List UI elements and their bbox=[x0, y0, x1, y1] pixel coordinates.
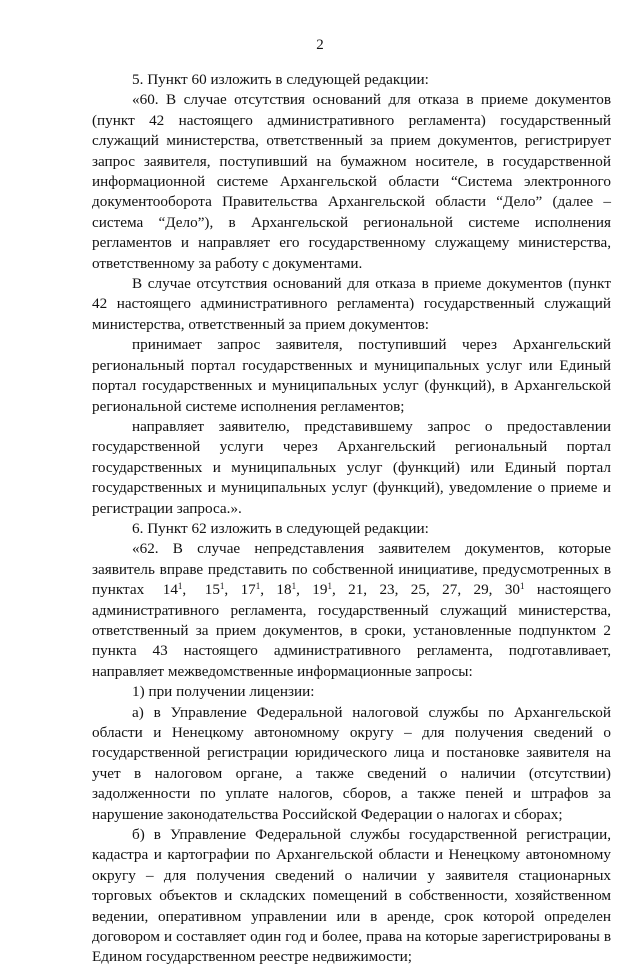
paragraph-accepts-request: принимает запрос заявителя, поступивший через Архангельский региональный портал государственных и муниципальных услуг или Единый портал государственных и муниципальных услуг (функций), в Архангельской региональной системе исполнения регламентов; bbox=[92, 336, 611, 415]
item-23: 23 bbox=[379, 581, 395, 599]
item-14: $14^1$ bbox=[162, 581, 183, 599]
item-21: 21 bbox=[348, 581, 364, 599]
document-body bbox=[92, 70, 611, 968]
item-15: $15^1$ bbox=[204, 581, 225, 599]
paragraph-rosreestr: б) в Управление Федеральной службы государственной регистрации, кадастра и картографии по Архангельской области и Ненецкому автономному округу – для получения сведений о наличии у заявителя стационарных торговых объектов и складских помещений в собственности, хозяйственном ведении, оперативном управлении или в аренде, срок которой определен договором и составляет один год и более, права на которые зарегистрированы в Едином государственном реестре недвижимости; bbox=[92, 826, 611, 966]
paragraph-license-heading: 1) при получении лицензии: bbox=[132, 683, 315, 701]
paragraph-item-5-heading: 5. Пункт 60 изложить в следующей редакции: bbox=[132, 71, 429, 88]
item-17: $17^1$ bbox=[240, 581, 261, 599]
item-30: $30^1$ bbox=[504, 581, 525, 599]
paragraph-62-lead: «62. В случае непредставления заявителем документов, которые заявитель вправе представить по собственной инициативе, предусмотренных в пунктах bbox=[92, 540, 611, 599]
paragraph-62-tail: настоящего административного регламента, государственный служащий министерства, ответственный за прием документов, в сроки, установленные подпунктом 2 пункта 43 настоящего административного регламента, подготавливает, направляет межведомственные информационные запросы: bbox=[92, 581, 612, 680]
paragraph-62-text: «62. В случае непредставления заявителем документов, которые заявитель вправе представить по собственной инициативе, предусмотренных в пунктах $14^1$, $15^1$, $17^1$, $18^1$, $19^1$, 21, 23, 25, 27, 29, $30^1$ настоящего административного регламента, государственный служащий министерства, ответственный за прием документов, в сроки, установленные подпунктом 2 пункта 43 настоящего административного регламента, подготавливает, направляет межведомственные информационные запросы: bbox=[92, 540, 612, 680]
page-number: 2 bbox=[316, 37, 324, 53]
paragraph-item-6-heading: 6. Пункт 62 изложить в следующей редакции: bbox=[132, 519, 429, 537]
paragraph-sends-notification: направляет заявителю, представившему запрос о предоставлении государственной услуги через Архангельский региональный портал государственных и муниципальных услуг (функций) или Единый портал государственных и муниципальных услуг (функций), уведомление о приеме и регистрации запроса.». bbox=[92, 417, 611, 517]
paragraph-60-text: «60. В случае отсутствия оснований для отказа в приеме документов (пункт 42 настоящего административного регламента) государственный служащий министерства, ответственный за прием документов, регистрирует запрос заявителя, поступивший на бумажном носителе, в государственной информационной системе Архангельской области “Система электронного документооборота Правительства Архангельской области “Дело” (далее – система “Дело”), в Архангельской региональной системе исполнения регламентов и направляет его государственному служащему министерства, ответственному за работу с документами. bbox=[92, 91, 611, 272]
item-27: 27 bbox=[442, 581, 458, 599]
item-18: $18^1$ bbox=[276, 581, 297, 599]
paragraph-tax-service: а) в Управление Федеральной налоговой службы по Архангельской области и Ненецкому автономному округу – для получения сведений о государственной регистрации юридического лица и постановке заявителя на учет в налоговом органе, а также сведений о наличии (отсутствии) задолженности по уплате налогов, сборов, а также пеней и штрафов за нарушение законодательства Российской Федерации о налогах и сборах; bbox=[92, 703, 611, 823]
item-29: 29 bbox=[473, 581, 489, 599]
item-25: 25 bbox=[410, 581, 426, 599]
item-19: $19^1$ bbox=[312, 581, 332, 599]
paragraph-no-grounds: В случае отсутствия оснований для отказа в приеме документов (пункт 42 настоящего административного регламента) государственный служащий министерства, ответственный за прием документов: bbox=[92, 275, 611, 333]
